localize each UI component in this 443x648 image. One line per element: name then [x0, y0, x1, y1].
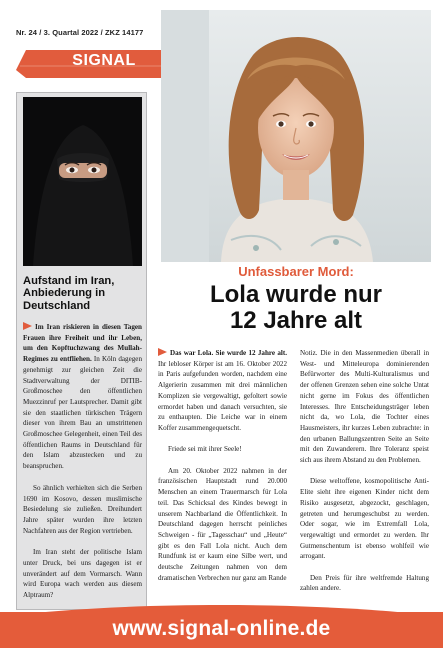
article-lead: Das war Lola. Sie wurde 12 Jahre alt.	[170, 349, 287, 357]
article-paragraph	[300, 573, 429, 594]
sidebar-paragraph	[23, 547, 142, 601]
photo-woman-in-niqab	[23, 97, 142, 266]
article-p5-text: Diese weltoffene, kosmopolitische Anti-Elite sieht ihre eigenen Kinder nicht dem Risiko ausgesetzt, abgezockt, geschlagen, getreten und herumgeschubst zu werden. Oder sogar, wie im Extremfall Lola, vergewaltigt und ermordet zu werden. Ihr Gutmenschentum ist ebenso wohlfeil wie arrogant.	[300, 477, 429, 561]
article-paragraph	[300, 348, 429, 466]
sidebar-p1-text: In Köln dagegen genehmigt zur gleichen Zeit die Stadtverwaltung der DITIB-Großmoschee den öffentlichen Muezzinruf per Lautsprecher. Damit gibt sie den staatlichen türkischen Trägern dieser von ihrem Bau an umstrittenen Großmoschee Gelegenheit, einen Teil des öffentlichen Raums in Deutschland für den Islam abzustecken und zu beanspruchen.	[23, 355, 142, 471]
article-column-1	[158, 348, 287, 583]
article-paragraph	[158, 348, 287, 434]
sidebar-box	[16, 92, 147, 610]
headline-line-2: 12 Jahre alt	[229, 307, 363, 334]
sidebar-lead: Im Iran riskieren in diesen Tagen Frauen ihre Freiheit und ihr Leben, um den Kopftuchzwang des Mullah-Regimes zu entfliehen.	[23, 323, 142, 364]
sidebar-paragraph	[23, 322, 142, 472]
headline-line-1: Lola wurde nur	[209, 281, 382, 308]
sidebar-p2-text: So ähnlich verhielten sich die Serben 1690 im Kosovo, dessen muslimische Besiedelung sie zuließen. Dreihundert Jahre später wurden ihre letzten Nachfahren aus der Region vertrieben.	[23, 483, 142, 535]
triangle-bullet-icon	[23, 322, 32, 330]
article-p2-text: Friede sei mit ihrer Seele!	[168, 445, 242, 454]
portrait-photo-girl	[161, 10, 431, 262]
logo-text: SIGNAL	[72, 52, 136, 69]
hero-photo	[161, 10, 431, 262]
article-p4-text: Notiz. Die in den Massenmedien überall in West- und Mitteleuropa dominierenden Befürworter des Multi-Kulturalismus und der offenen Grenzen sehen eine solche Untat nicht gerne im Fokus des öffentlichen Interesses. Ihre Entscheidungsträger leben nicht da, wo Lola, die Tochter eines Hausmeisters, ihr kurzes Leben zubrachte: in den urbanen Ballungszentren Seite an Seite mit den Zuwanderern. Ihre Toleranz speist sich aus ihrem Abstand zu den Problemen.	[300, 349, 429, 465]
article-column-2	[300, 348, 429, 594]
triangle-bullet-icon	[158, 348, 167, 356]
sidebar-p3-text: Im Iran steht der politische Islam unter Druck, bei uns dagegen ist er unverändert auf dem Vormarsch. Wann wird Europa wach werden aus diesem Alptraum?	[23, 548, 142, 600]
article-headline	[161, 282, 431, 334]
article-p3-text: Am 20. Oktober 2022 nahmen in der französischen Hauptstadt rund 20.000 Menschen an einem Trauermarsch für Lola teil. Das Schicksal des Kindes bewegt in unserem Nachbarland die Öffentlichkeit. In Deutschland dagegen herrscht peinliches Schweigen - für „Tagesschau“ und „Heute“ gibt es den Fall Lola nicht. Auch dem Rundfunk ist er kaum eine Silbe wert, und deutsche Zeitungen nahmen von dem dramatischen Verbrechen nur ganz am Rande	[158, 466, 287, 582]
article-paragraph	[158, 444, 287, 455]
sidebar-body	[23, 322, 142, 620]
article-p1-text: Ihr lebloser Körper ist am 16. Oktober 2022 in Paris aufgefunden worden, nachdem eine Algerierin zusammen mit drei männlichen Komplizen sie vergewaltigt, gefoltert sowie ermordet haben und danach versuchten, sie zu enthaupten. Die Leiche war in einem Koffer zusammengequetscht.	[158, 359, 287, 432]
sidebar-photo	[23, 97, 142, 266]
issue-line: Nr. 24 / 3. Quartal 2022 / ZKZ 14177	[16, 28, 144, 37]
sidebar-paragraph	[23, 483, 142, 537]
footer-url-link[interactable]: www.signal-online.de	[112, 617, 331, 640]
article-paragraph	[158, 466, 287, 584]
article-kicker: Unfassbarer Mord:	[238, 264, 354, 279]
article-p6-text: Den Preis für ihre weltfremde Haltung zahlen andere.	[300, 573, 429, 593]
sidebar-title: Aufstand im Iran, Anbiederung in Deutschland	[23, 275, 115, 312]
article-paragraph	[300, 476, 429, 562]
